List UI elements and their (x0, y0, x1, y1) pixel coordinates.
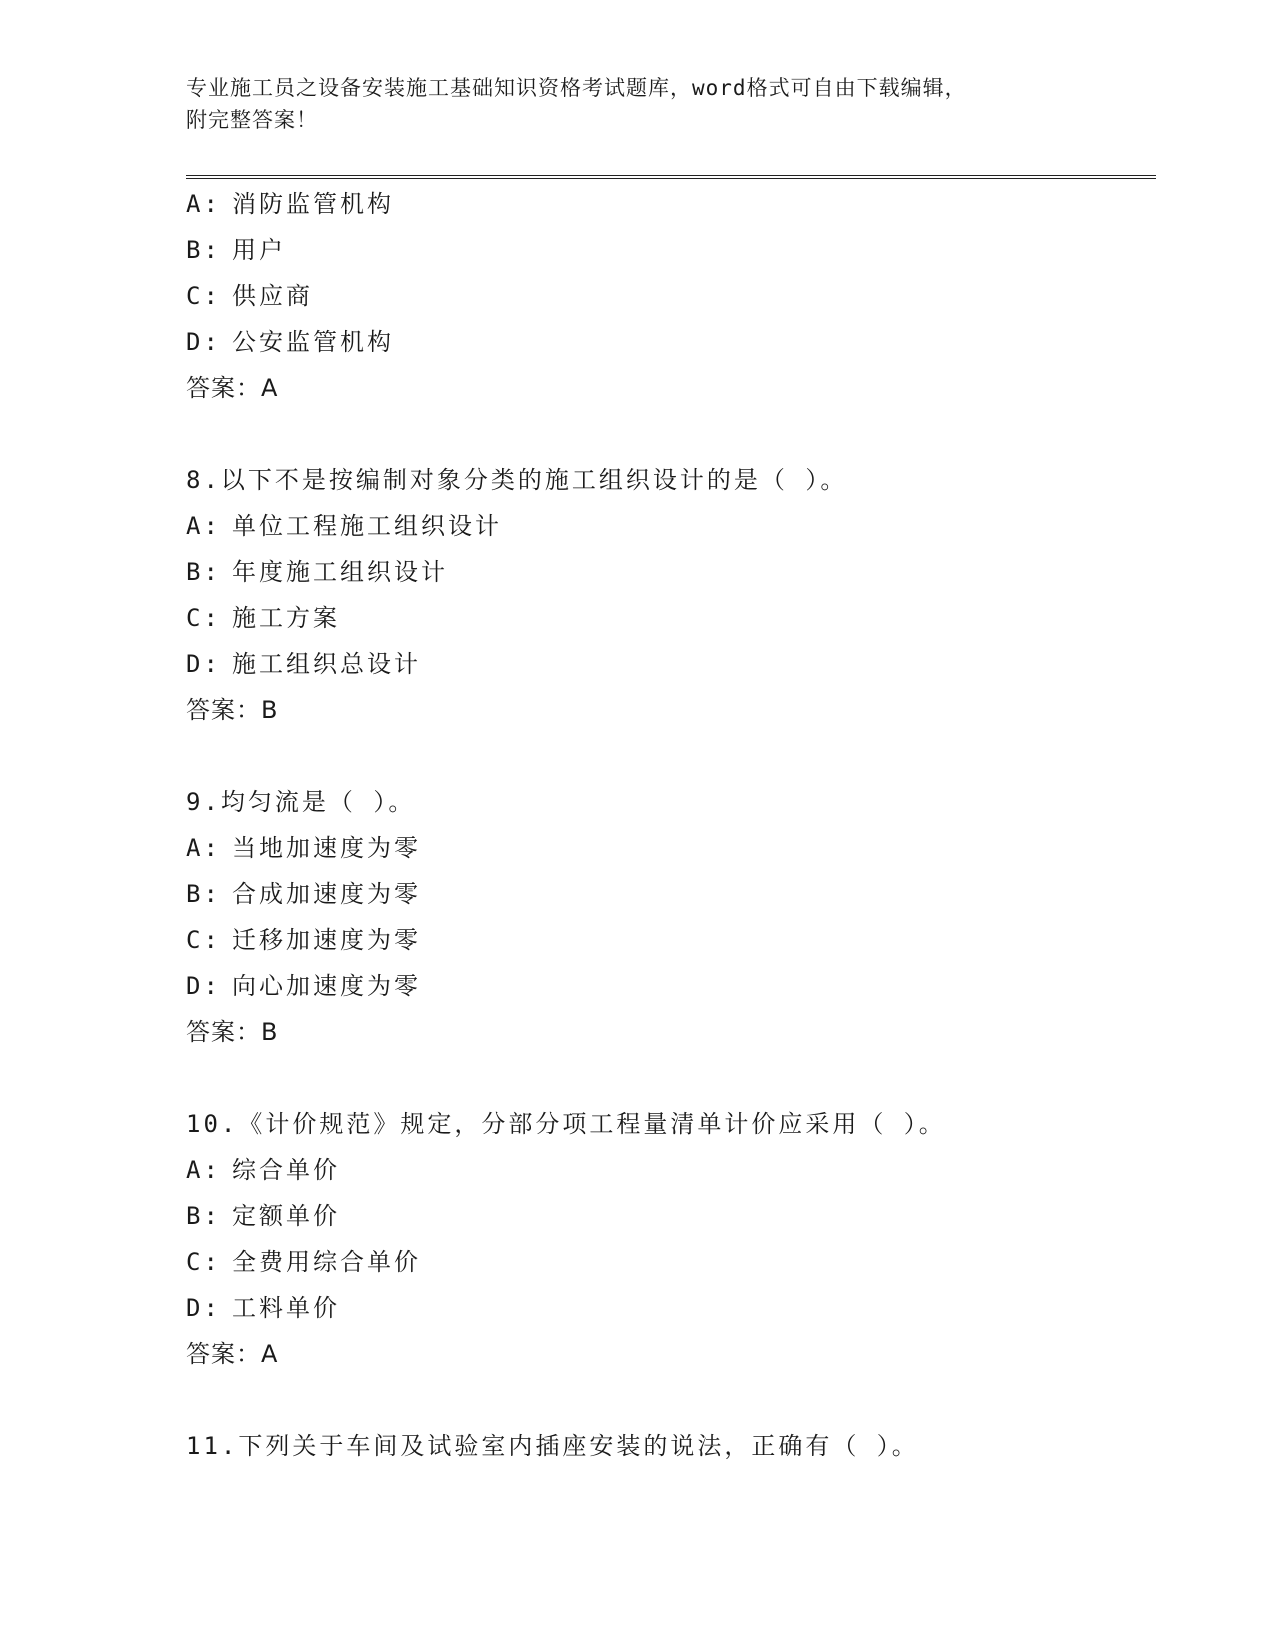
option-letter: C: (186, 926, 221, 954)
option-text: 消防监管机构 (232, 190, 394, 218)
option-text: 年度施工组织设计 (232, 558, 448, 586)
question-11 (186, 1423, 1156, 1469)
header-line-2: 附完整答案！ (186, 108, 318, 132)
option-b (186, 549, 1156, 595)
option-text: 供应商 (232, 282, 313, 310)
option-letter: C: (186, 1248, 221, 1276)
option-letter: A: (186, 1156, 221, 1184)
question-9 (186, 779, 1156, 1055)
option-b (186, 871, 1156, 917)
question-10 (186, 1101, 1156, 1377)
option-b (186, 1193, 1156, 1239)
question-title: 11.下列关于车间及试验室内插座安装的说法，正确有（ ）。 (186, 1432, 919, 1460)
header-line-1: 专业施工员之设备安装施工基础知识资格考试题库，word格式可自由下载编辑， (186, 76, 967, 100)
option-b (186, 227, 1156, 273)
option-c (186, 595, 1156, 641)
option-text: 公安监管机构 (232, 328, 394, 356)
option-text: 用户 (232, 236, 286, 264)
spacer (186, 733, 1156, 779)
option-d (186, 963, 1156, 1009)
option-letter: A: (186, 190, 221, 218)
option-text: 当地加速度为零 (232, 834, 421, 862)
option-text: 全费用综合单价 (232, 1248, 421, 1276)
answer: 答案：A (186, 374, 279, 402)
option-letter: D: (186, 650, 221, 678)
option-letter: D: (186, 328, 221, 356)
question-7-continued (186, 181, 1156, 411)
option-letter: C: (186, 282, 221, 310)
option-text: 向心加速度为零 (232, 972, 421, 1000)
option-a (186, 1147, 1156, 1193)
option-d (186, 1285, 1156, 1331)
option-text: 工料单价 (232, 1294, 340, 1322)
option-c (186, 1239, 1156, 1285)
option-text: 施工组织总设计 (232, 650, 421, 678)
option-a (186, 181, 1156, 227)
option-d (186, 319, 1156, 365)
question-title: 10.《计价规范》规定，分部分项工程量清单计价应采用（ ）。 (186, 1110, 946, 1138)
question-8 (186, 457, 1156, 733)
option-c (186, 273, 1156, 319)
option-letter: D: (186, 972, 221, 1000)
option-letter: B: (186, 558, 221, 586)
option-c (186, 917, 1156, 963)
option-text: 定额单价 (232, 1202, 340, 1230)
option-text: 迁移加速度为零 (232, 926, 421, 954)
option-text: 单位工程施工组织设计 (232, 512, 502, 540)
spacer (186, 1055, 1156, 1101)
option-text: 综合单价 (232, 1156, 340, 1184)
option-letter: C: (186, 604, 221, 632)
answer: 答案：A (186, 1340, 279, 1368)
header-divider (186, 175, 1156, 179)
answer: 答案：B (186, 1018, 279, 1046)
option-a (186, 503, 1156, 549)
option-a (186, 825, 1156, 871)
option-letter: B: (186, 880, 221, 908)
option-letter: A: (186, 834, 221, 862)
question-title: 9.均匀流是（ ）。 (186, 788, 416, 816)
document-page (186, 72, 1156, 1469)
answer: 答案：B (186, 696, 279, 724)
option-d (186, 641, 1156, 687)
option-text: 合成加速度为零 (232, 880, 421, 908)
spacer (186, 411, 1156, 457)
option-letter: A: (186, 512, 221, 540)
document-header (186, 72, 1156, 136)
option-letter: B: (186, 1202, 221, 1230)
option-letter: B: (186, 236, 221, 264)
option-letter: D: (186, 1294, 221, 1322)
option-text: 施工方案 (232, 604, 340, 632)
question-title: 8.以下不是按编制对象分类的施工组织设计的是（ ）。 (186, 466, 848, 494)
spacer (186, 1377, 1156, 1423)
